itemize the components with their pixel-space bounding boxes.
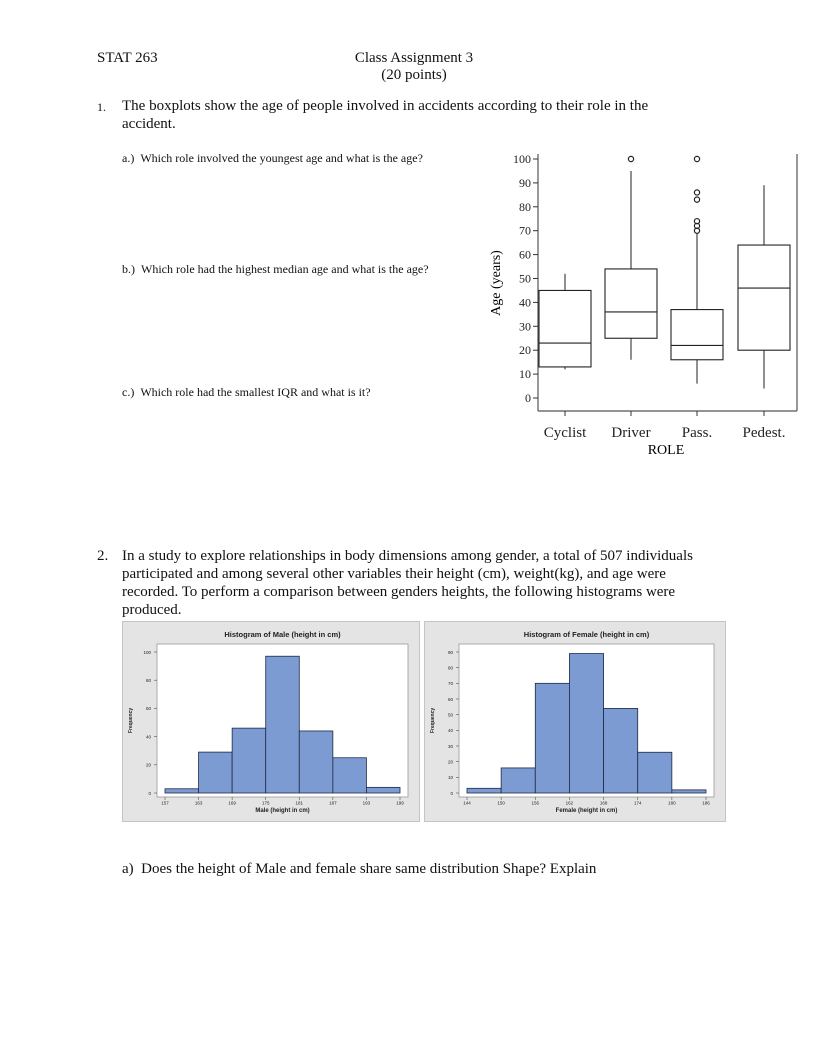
female-hist-bar [501,768,535,793]
female-hist-x-tick-label: 150 [497,800,505,806]
outlier-point [694,156,699,161]
male-hist-x-tick-label: 169 [228,800,236,806]
male-hist-y-tick-label: 20 [145,762,151,768]
male-hist-x-tick-label: 193 [362,800,371,806]
q2-text-line3: recorded. To perform a comparison between genders heights, the following histograms were [122,584,676,600]
male-hist-bar [232,728,266,793]
female-hist-x-tick-label: 162 [565,800,574,806]
male-hist-bar [333,758,367,793]
female-hist-y-tick-label: 20 [447,759,453,765]
female-hist-x-tick-label: 156 [531,800,540,806]
female-hist-y-tick-label: 50 [447,712,453,718]
female-hist-y-tick-label: 70 [447,681,453,687]
female-hist-bar [638,752,672,793]
female-hist-bar [604,708,638,793]
boxplot-driver [605,156,657,359]
female-hist-y-tick-label: 90 [447,649,453,655]
boxplot-y-tick-label: 70 [519,223,531,238]
boxplot-pass [671,156,723,383]
q1-part-a: a.) Which role involved the youngest age and what is the age? [122,151,423,165]
female-hist-x-label: Female (height in cm) [555,808,618,814]
outlier-point [628,156,633,161]
male-hist-bar [199,752,233,793]
boxplot-y-tick-label: 60 [519,247,531,262]
female-hist-x-tick-label: 180 [668,800,676,806]
female-hist-x-tick-label: 168 [599,800,608,806]
male-hist-y-label: Frequency [128,707,134,734]
boxplot-y-tick-label: 50 [519,271,531,286]
female-hist-bar [569,654,603,793]
iqr-box [539,290,591,366]
female-hist-y-label: Frequency [430,707,436,734]
male-hist-x-tick-label: 199 [396,800,404,806]
male-hist-x-tick-label: 187 [329,800,337,806]
boxplot-y-label: Age (years) [489,250,504,316]
female-hist-y-tick-label: 80 [447,665,453,671]
male-hist-x-tick-label: 157 [161,800,169,806]
male-hist-x-tick-label: 181 [295,800,304,806]
q2-part-a: a) Does the height of Male and female share same distribution Shape? Explain [122,861,597,877]
boxplot-y-tick-label: 100 [513,152,531,166]
outlier-point [694,190,699,195]
female-hist-y-tick-label: 0 [450,790,453,796]
female-hist-bar [467,788,501,793]
male-hist-bar [165,789,199,793]
male-hist-bar [366,787,400,793]
boxplot-x-tick-label: Pedest. [742,425,786,441]
q1-number: 1. [97,100,106,114]
boxplot-y-tick-label: 20 [519,343,531,358]
female-hist-title: Histogram of Female (height in cm) [523,630,650,639]
male-hist-title: Histogram of Male (height in cm) [224,630,341,639]
male-height-histogram [122,621,420,822]
q1-part-c: c.) Which role had the smallest IQR and what is it? [122,385,371,399]
boxplot-x-tick-label: Cyclist [543,425,587,441]
q2-text-line4: produced. [122,602,182,618]
boxplot-y-axis [513,152,538,405]
boxplot-y-tick-label: 90 [519,175,531,190]
male-hist-x-label: Male (height in cm) [255,808,310,814]
q1-text-line2: accident. [122,116,176,132]
female-height-histogram [424,621,726,822]
male-hist-y-tick-label: 100 [143,649,151,655]
boxplot-x-tick-label: Driver [611,425,651,441]
male-hist-bar [299,731,333,793]
q1-part-b: b.) Which role had the highest median age and what is the age? [122,262,429,276]
female-hist-x-tick-label: 186 [702,800,710,806]
male-hist-y-tick-label: 40 [145,734,151,740]
boxplot-y-tick-label: 0 [525,391,531,405]
outlier-point [694,197,699,202]
boxplot-y-tick-label: 40 [519,295,531,310]
female-hist-y-tick-label: 40 [447,728,453,734]
iqr-box [671,310,723,360]
female-hist-x-tick-label: 144 [463,800,471,806]
male-hist-x-tick-label: 175 [261,800,270,806]
female-hist-y-tick-label: 30 [447,743,453,749]
boxplot-x-tick-label: Pass. [681,425,713,441]
boxplot-pedest [738,185,790,388]
course-code: STAT 263 [97,50,158,66]
assignment-title: Class Assignment 3 [354,50,474,66]
boxplot-x-label: ROLE [647,443,685,458]
age-boxplot [480,146,815,466]
q2-text-line1: In a study to explore relationships in body dimensions among gender, a total of 507 individuals [122,548,693,564]
assignment-points: (20 points) [381,67,447,83]
male-hist-bar [266,656,300,793]
female-hist-y-tick-label: 60 [447,696,453,702]
boxplot-x-axis [544,411,786,441]
iqr-box [605,269,657,338]
male-hist-y-tick-label: 60 [145,706,151,712]
boxplot-y-tick-label: 80 [519,199,531,214]
q2-text-line2: participated and among several other variables their height (cm), weight(kg), and age were [122,566,666,582]
boxplot-y-tick-label: 10 [519,367,531,382]
iqr-box [738,245,790,350]
male-hist-y-tick-label: 0 [148,790,151,796]
female-hist-bar [672,790,706,793]
q1-text-line1: The boxplots show the age of people involved in accidents according to their role in the [122,98,649,114]
boxplot-y-tick-label: 30 [519,319,531,334]
q2-number: 2. [97,548,109,564]
male-hist-y-tick-label: 80 [145,678,151,683]
female-hist-x-tick-label: 174 [633,800,642,806]
boxplot-cyclist [539,274,591,370]
female-hist-y-tick-label: 10 [447,775,453,781]
boxplot-boxes [539,156,790,388]
female-hist-bar [535,683,569,793]
male-hist-x-tick-label: 163 [194,800,203,806]
